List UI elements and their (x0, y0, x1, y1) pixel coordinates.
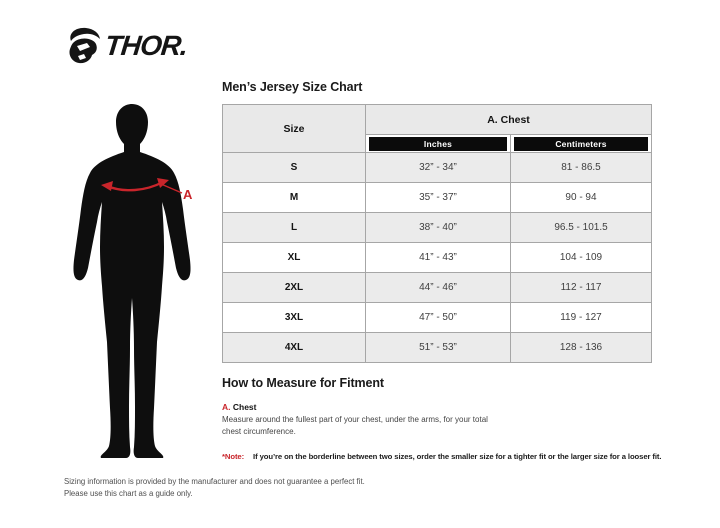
size-row-2xl (223, 273, 652, 303)
inches-value: 47” - 50” (366, 303, 511, 333)
size-chart-title: Men’s Jersey Size Chart (222, 80, 363, 94)
size-label: 3XL (223, 303, 366, 333)
disclaimer-line1: Sizing information is provided by the manufacturer and does not guarantee a perfect fit. (64, 477, 365, 486)
header-inches-cell (366, 135, 511, 153)
header-inches: Inches (369, 137, 507, 151)
size-row-xl (223, 243, 652, 273)
cm-value: 81 - 86.5 (511, 153, 652, 183)
cm-value: 90 - 94 (511, 183, 652, 213)
manufacturer-disclaimer (64, 476, 365, 499)
size-label: S (223, 153, 366, 183)
inches-value: 32” - 34” (366, 153, 511, 183)
size-row-s (223, 153, 652, 183)
size-row-m (223, 183, 652, 213)
thor-logo-text: THOR. (103, 30, 189, 61)
size-label: M (223, 183, 366, 213)
body-silhouette (62, 102, 197, 464)
sizing-note (222, 452, 692, 461)
thor-logo (64, 26, 187, 66)
cm-value: 128 - 136 (511, 333, 652, 363)
header-centimeters-cell (511, 135, 652, 153)
note-prefix: *Note: (222, 452, 245, 461)
size-label: XL (223, 243, 366, 273)
note-text: If you’re on the borderline between two sizes, order the smaller size for a tighter fit or the larger size for a looser fit. (253, 452, 662, 461)
header-chest-group: A. Chest (366, 105, 652, 135)
size-label: 2XL (223, 273, 366, 303)
measure-item-name: Chest (232, 402, 257, 412)
header-size: Size (223, 105, 366, 153)
cm-value: 112 - 117 (511, 273, 652, 303)
disclaimer-line2: Please use this chart as a guide only. (64, 488, 193, 498)
size-chart-table (222, 104, 652, 363)
inches-value: 35” - 37” (366, 183, 511, 213)
chest-arrow-label: A (183, 187, 193, 202)
thor-goat-icon (64, 26, 104, 66)
size-label: L (223, 213, 366, 243)
how-to-measure-heading: How to Measure for Fitment (222, 376, 384, 390)
inches-value: 44” - 46” (366, 273, 511, 303)
inches-value: 38” - 40” (366, 213, 511, 243)
measure-item-label (222, 402, 257, 412)
header-centimeters: Centimeters (514, 137, 648, 151)
size-row-l (223, 213, 652, 243)
size-row-3xl (223, 303, 652, 333)
measure-item-letter: A. (222, 402, 231, 412)
cm-value: 96.5 - 101.5 (511, 213, 652, 243)
cm-value: 104 - 109 (511, 243, 652, 273)
measure-item-description: Measure around the fullest part of your chest, under the arms, for your total chest circumference. (222, 415, 488, 436)
inches-value: 51” - 53” (366, 333, 511, 363)
cm-value: 119 - 127 (511, 303, 652, 333)
inches-value: 41” - 43” (366, 243, 511, 273)
size-label: 4XL (223, 333, 366, 363)
size-row-4xl (223, 333, 652, 363)
